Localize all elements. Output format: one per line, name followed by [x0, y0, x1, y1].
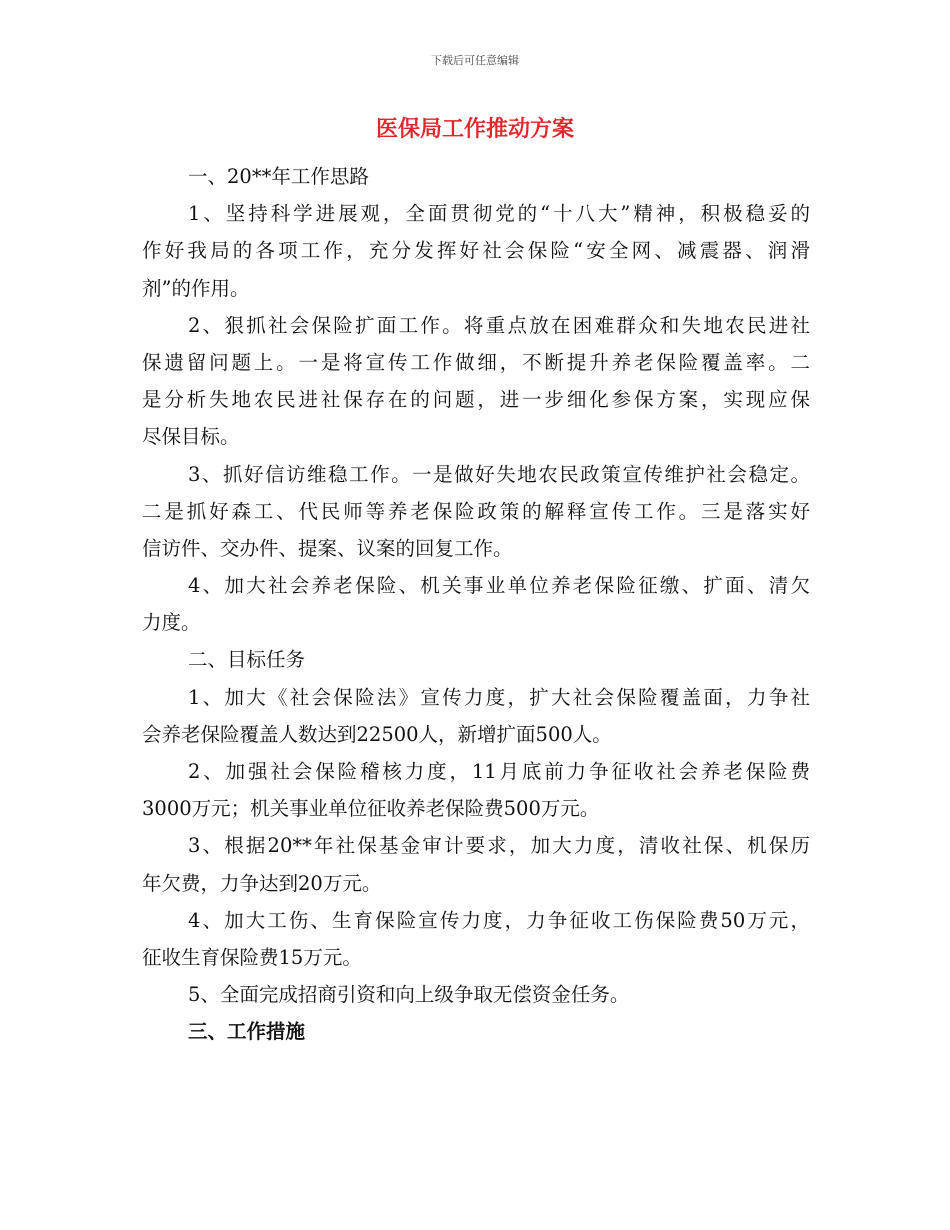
- text-line: 二、目标任务: [188, 648, 306, 672]
- text-line: 3000万元；机关事业单位征收养老保险费500万元。: [142, 797, 600, 821]
- text-line: 力度。: [142, 611, 201, 635]
- text-line: 剂”的作用。: [142, 276, 250, 300]
- text-line: 保遗留问题上。一是将宣传工作做细，不断提升养老保险覆盖率。二: [142, 350, 810, 374]
- text-line: 作好我局的各项工作，充分发挥好社会保险“安全网、减震器、润滑: [142, 239, 810, 263]
- text-line: 3、抓好信访维稳工作。一是做好失地农民政策宣传维护社会稳定。: [188, 462, 810, 486]
- text-line: 征收生育保险费15万元。: [142, 945, 362, 969]
- text-line: 三、工作措施: [188, 1020, 306, 1044]
- text-line: 2、加强社会保险稽核力度，11月底前力争征收社会养老保险费: [188, 760, 810, 783]
- text-line: 年欠费，力争达到20万元。: [142, 871, 382, 895]
- text-line: 1、加大《社会保险法》宣传力度，扩大社会保险覆盖面，力争社: [188, 685, 810, 709]
- text-line: 尽保目标。: [142, 425, 240, 449]
- text-line: 会养老保险覆盖人数达到22500人，新增扩面500人。: [142, 722, 612, 746]
- document-body: [142, 158, 810, 1051]
- text-line: 4、加大社会养老保险、机关事业单位养老保险征缴、扩面、清欠: [188, 574, 810, 598]
- text-line: 3、根据20**年社保基金审计要求，加大力度，清收社保、机保历: [188, 834, 810, 858]
- text-line: 5、全面完成招商引资和向上级争取无偿资金任务。: [188, 983, 630, 1007]
- text-line: 2、狠抓社会保险扩面工作。将重点放在困难群众和失地农民进社: [188, 313, 810, 337]
- document-title: 医保局工作推动方案: [375, 117, 574, 142]
- text-line: 信访件、交办件、提案、议案的回复工作。: [142, 536, 513, 560]
- text-line: 1、坚持科学进展观，全面贯彻党的“十八大”精神，积极稳妥的: [188, 202, 810, 226]
- text-line: 二是抓好森工、代民师等养老保险政策的解释宣传工作。三是落实好: [142, 499, 810, 523]
- text-line: 一、20**年工作思路: [188, 165, 369, 188]
- text-line: 4、加大工伤、生育保险宣传力度，力争征收工伤保险费50万元，: [188, 908, 810, 932]
- text-line: 是分析失地农民进社保存在的问题，进一步细化参保方案，实现应保: [142, 388, 810, 412]
- header-note: 下载后可任意编辑: [431, 54, 519, 67]
